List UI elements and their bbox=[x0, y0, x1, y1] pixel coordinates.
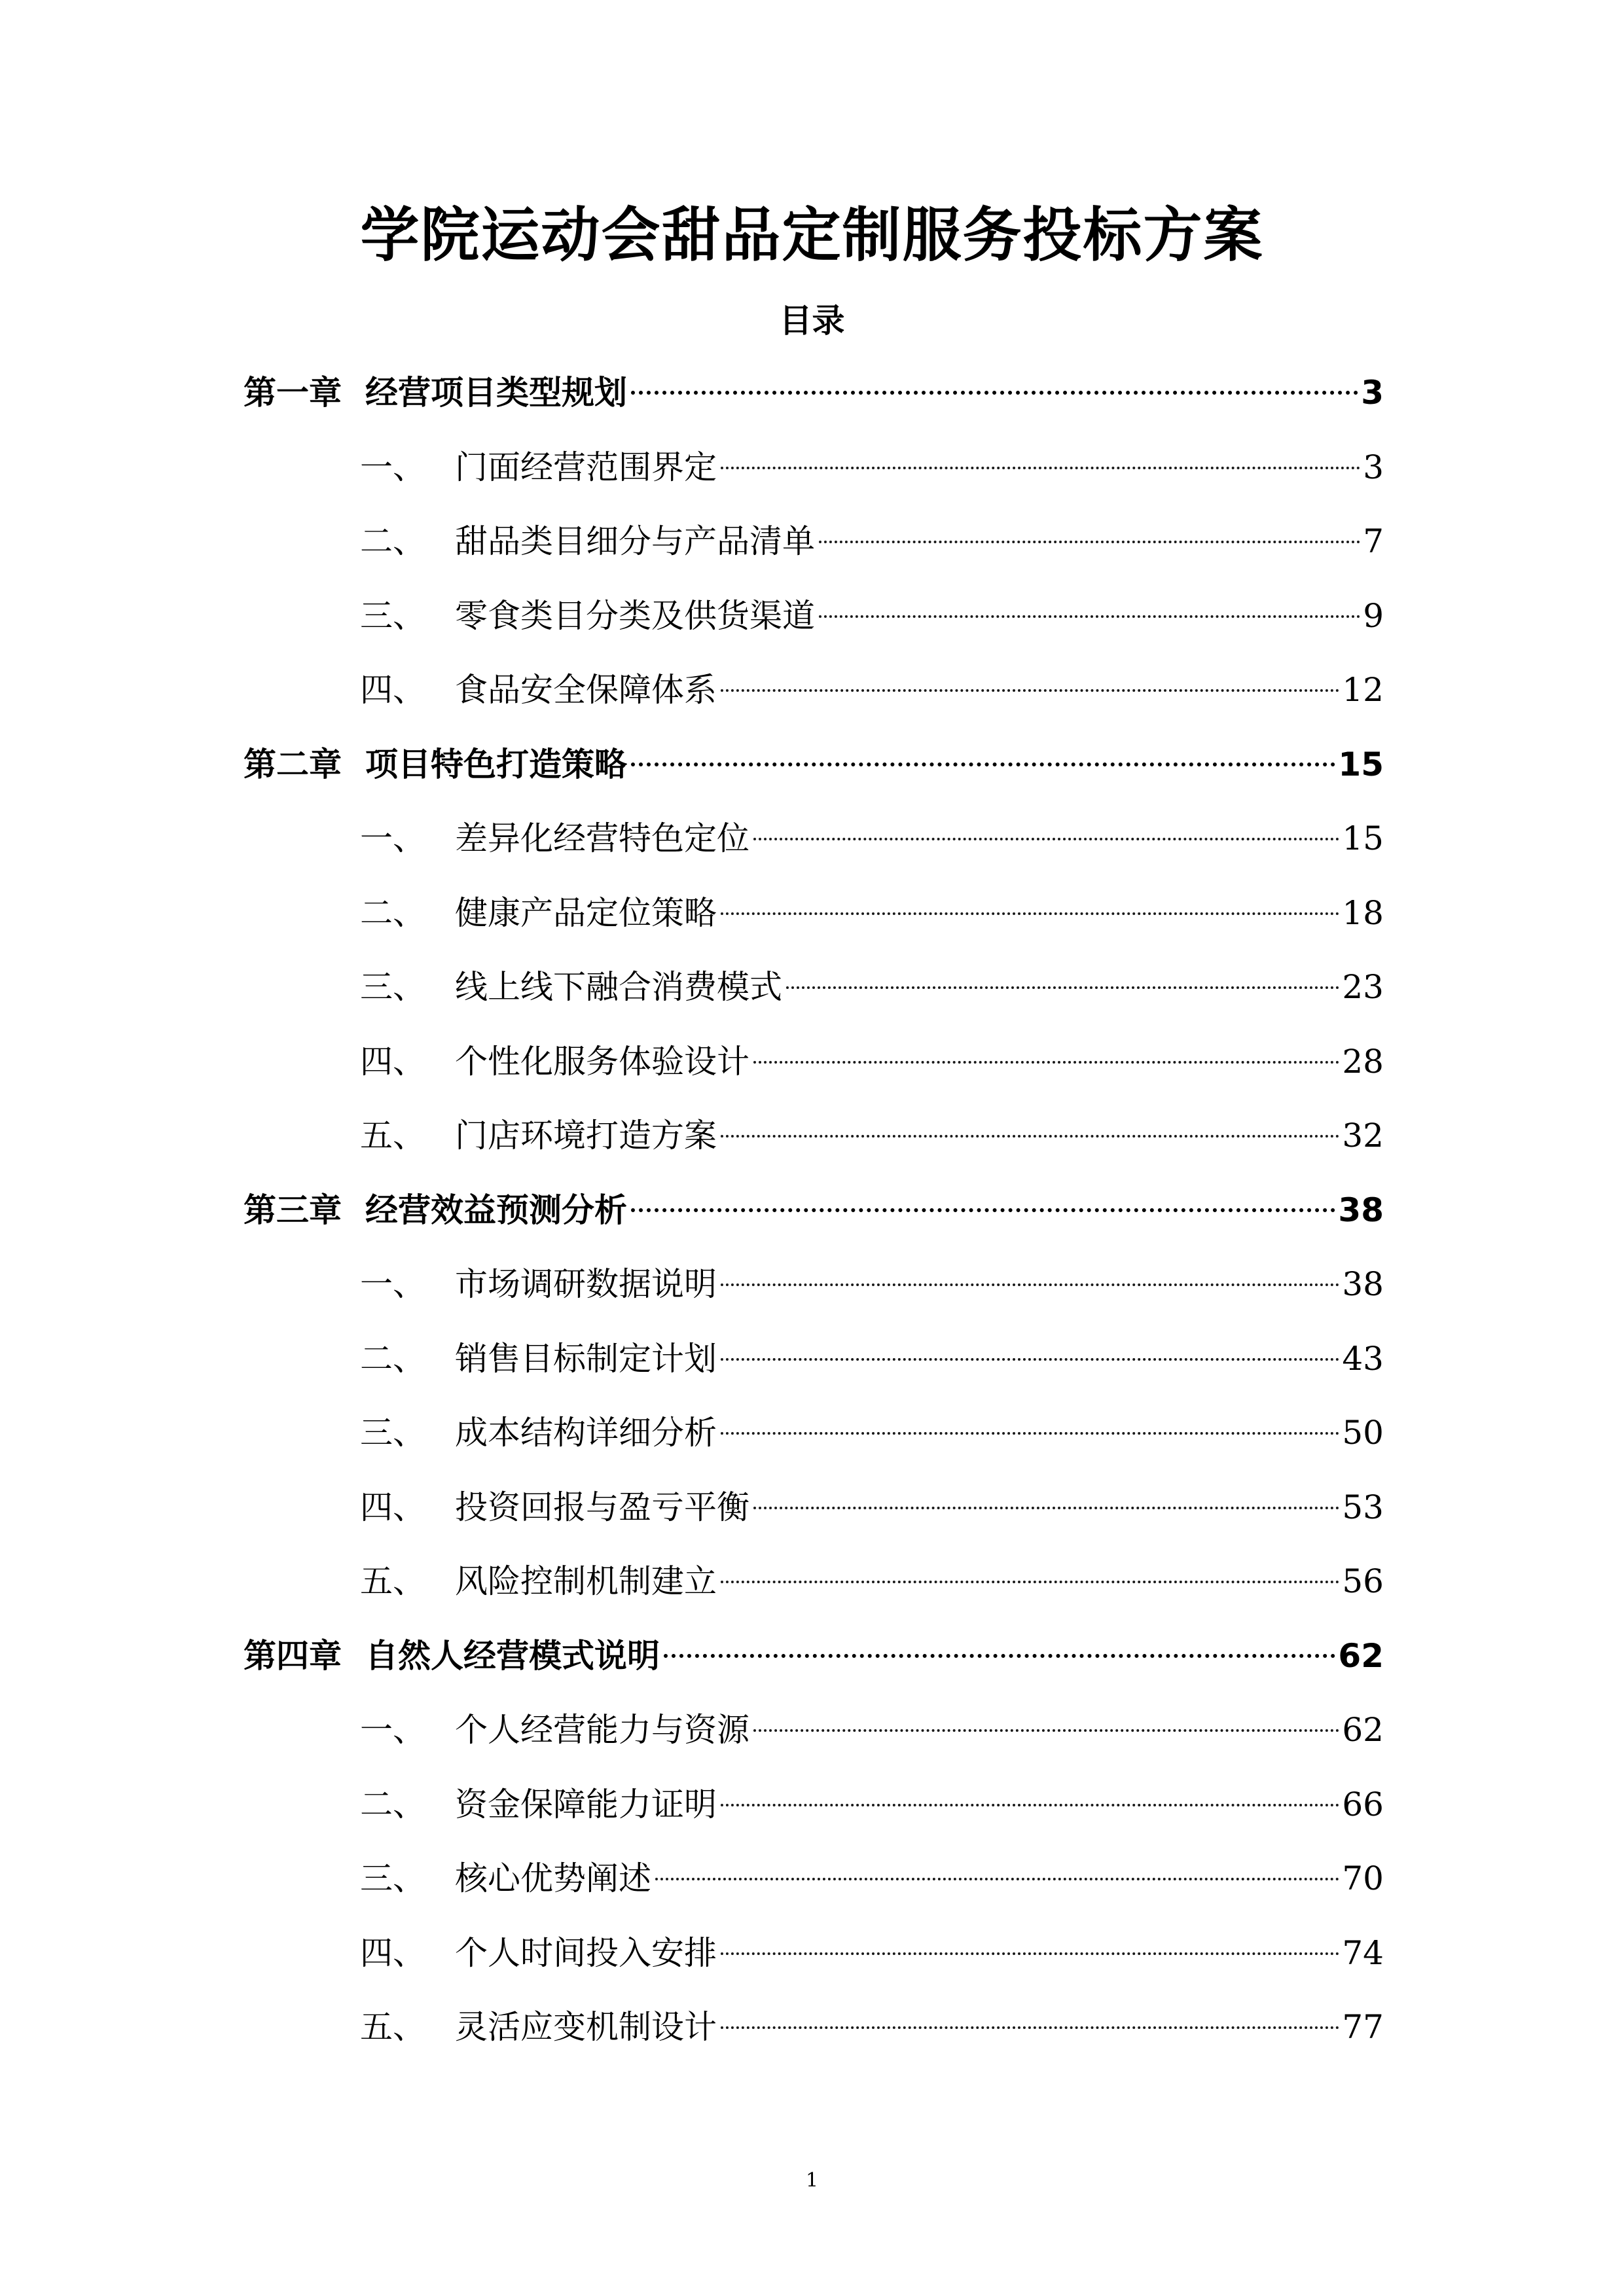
toc-entry-number: 四、 bbox=[360, 1042, 425, 1081]
toc-entry-page: 43 bbox=[1342, 1339, 1384, 1378]
dot-leader bbox=[819, 615, 1360, 618]
dot-leader bbox=[786, 986, 1339, 989]
toc-entry-page: 38 bbox=[1338, 1191, 1384, 1229]
toc-entry-page: 70 bbox=[1342, 1859, 1384, 1897]
toc-entry-page: 32 bbox=[1342, 1117, 1384, 1155]
toc-section-3-3[interactable] bbox=[244, 1407, 1384, 1481]
toc-entry-page: 3 bbox=[1363, 448, 1384, 486]
toc-entry-label: 市场调研数据说明 bbox=[455, 1265, 717, 1303]
toc-entry-label: 个人经营能力与资源 bbox=[455, 1711, 749, 1749]
toc-entry-page: 15 bbox=[1338, 745, 1384, 783]
toc-entry-label: 零食类目分类及供货渠道 bbox=[455, 596, 815, 635]
toc-entry-page: 38 bbox=[1342, 1265, 1384, 1303]
toc-entry-label: 个性化服务体验设计 bbox=[455, 1042, 749, 1081]
toc-entry-page: 9 bbox=[1363, 596, 1384, 635]
toc-entry-number: 五、 bbox=[360, 1117, 425, 1155]
toc-entry-number: 一、 bbox=[360, 819, 425, 857]
toc-section-4-5[interactable] bbox=[244, 2001, 1384, 2075]
dot-leader bbox=[721, 1432, 1339, 1435]
toc-heading: 目录 bbox=[779, 302, 845, 340]
dot-leader bbox=[721, 1358, 1339, 1361]
toc-entry-label: 资金保障能力证明 bbox=[455, 1785, 717, 1823]
toc-entry-number: 第二章 bbox=[244, 745, 342, 783]
dot-leader bbox=[721, 1952, 1339, 1955]
toc-entry-label: 食品安全保障体系 bbox=[455, 671, 717, 709]
dot-leader bbox=[721, 467, 1360, 469]
toc-entry-page: 62 bbox=[1338, 1636, 1384, 1675]
dot-leader bbox=[721, 689, 1339, 692]
dot-leader bbox=[721, 1135, 1339, 1138]
toc-entry-label: 核心优势阐述 bbox=[455, 1859, 651, 1897]
toc-section-2-1[interactable] bbox=[244, 812, 1384, 887]
toc-entry-page: 15 bbox=[1342, 819, 1384, 857]
toc-entry-page: 66 bbox=[1342, 1785, 1384, 1823]
toc-entry-label: 甜品类目细分与产品清单 bbox=[455, 522, 815, 560]
toc-entry-label: 经营效益预测分析 bbox=[365, 1191, 627, 1229]
toc-section-4-4[interactable] bbox=[244, 1927, 1384, 2001]
toc-entry-number: 二、 bbox=[360, 522, 425, 560]
dot-leader bbox=[753, 1729, 1339, 1732]
dot-leader bbox=[631, 391, 1358, 395]
toc-entry-number: 三、 bbox=[360, 1859, 425, 1897]
toc-chapter-4[interactable] bbox=[244, 1630, 1384, 1704]
toc-entry-number: 第三章 bbox=[244, 1191, 342, 1229]
toc-entry-number: 三、 bbox=[360, 968, 425, 1006]
toc-entry-label: 个人时间投入安排 bbox=[455, 1933, 717, 1972]
toc-entry-label: 投资回报与盈亏平衡 bbox=[455, 1488, 749, 1526]
toc-section-2-5[interactable] bbox=[244, 1109, 1384, 1184]
toc-entry-number: 第一章 bbox=[244, 374, 342, 412]
toc-entry-label: 差异化经营特色定位 bbox=[455, 819, 749, 857]
toc-entry-label: 门面经营范围界定 bbox=[455, 448, 717, 486]
toc-section-3-1[interactable] bbox=[244, 1258, 1384, 1333]
toc-entry-number: 一、 bbox=[360, 448, 425, 486]
toc-entry-label: 灵活应变机制设计 bbox=[455, 2008, 717, 2046]
toc-section-3-2[interactable] bbox=[244, 1333, 1384, 1407]
toc-section-2-2[interactable] bbox=[244, 887, 1384, 961]
toc-section-2-4[interactable] bbox=[244, 1035, 1384, 1110]
dot-leader bbox=[655, 1878, 1339, 1880]
dot-leader bbox=[721, 1581, 1339, 1583]
toc-entry-page: 74 bbox=[1342, 1933, 1384, 1972]
toc-entry-number: 二、 bbox=[360, 1339, 425, 1378]
toc-entry-number: 一、 bbox=[360, 1265, 425, 1303]
toc-entry-page: 50 bbox=[1342, 1414, 1384, 1452]
table-of-contents bbox=[244, 367, 1384, 2075]
toc-section-1-1[interactable] bbox=[244, 441, 1384, 516]
document-title: 学院运动会甜品定制服务投标方案 bbox=[360, 201, 1264, 270]
toc-entry-page: 23 bbox=[1342, 968, 1384, 1006]
toc-entry-number: 五、 bbox=[360, 1562, 425, 1600]
dot-leader bbox=[631, 1208, 1335, 1212]
toc-entry-label: 门店环境打造方案 bbox=[455, 1117, 717, 1155]
toc-chapter-3[interactable] bbox=[244, 1184, 1384, 1259]
toc-entry-label: 项目特色打造策略 bbox=[365, 745, 627, 783]
dot-leader bbox=[631, 762, 1335, 766]
toc-entry-label: 成本结构详细分析 bbox=[455, 1414, 717, 1452]
toc-entry-label: 风险控制机制建立 bbox=[455, 1562, 717, 1600]
toc-entry-page: 3 bbox=[1361, 374, 1384, 412]
toc-entry-number: 四、 bbox=[360, 1933, 425, 1972]
toc-entry-page: 62 bbox=[1342, 1711, 1384, 1749]
toc-section-3-5[interactable] bbox=[244, 1555, 1384, 1630]
dot-leader bbox=[721, 912, 1339, 915]
toc-entry-page: 77 bbox=[1342, 2008, 1384, 2046]
dot-leader bbox=[721, 1283, 1339, 1286]
toc-entry-page: 18 bbox=[1342, 893, 1384, 932]
dot-leader bbox=[753, 1507, 1339, 1509]
toc-entry-page: 28 bbox=[1342, 1042, 1384, 1081]
toc-section-4-3[interactable] bbox=[244, 1852, 1384, 1927]
toc-entry-label: 线上线下融合消费模式 bbox=[455, 968, 782, 1006]
toc-section-1-2[interactable] bbox=[244, 515, 1384, 590]
toc-entry-number: 二、 bbox=[360, 1785, 425, 1823]
dot-leader bbox=[753, 838, 1339, 840]
toc-entry-number: 一、 bbox=[360, 1711, 425, 1749]
toc-entry-number: 五、 bbox=[360, 2008, 425, 2046]
toc-entry-number: 三、 bbox=[360, 1414, 425, 1452]
toc-entry-number: 四、 bbox=[360, 1488, 425, 1526]
toc-entry-number: 第四章 bbox=[244, 1636, 342, 1675]
toc-entry-number: 三、 bbox=[360, 596, 425, 635]
dot-leader bbox=[753, 1061, 1339, 1064]
dot-leader bbox=[721, 2026, 1339, 2029]
toc-section-1-3[interactable] bbox=[244, 590, 1384, 664]
toc-entry-number: 二、 bbox=[360, 893, 425, 932]
toc-entry-label: 自然人经营模式说明 bbox=[365, 1636, 660, 1675]
dot-leader bbox=[721, 1804, 1339, 1806]
toc-chapter-2[interactable] bbox=[244, 738, 1384, 813]
toc-section-2-3[interactable] bbox=[244, 961, 1384, 1035]
toc-entry-label: 健康产品定位策略 bbox=[455, 893, 717, 932]
toc-entry-label: 销售目标制定计划 bbox=[455, 1339, 717, 1378]
dot-leader bbox=[664, 1654, 1335, 1658]
toc-section-1-4[interactable] bbox=[244, 664, 1384, 738]
toc-entry-number: 四、 bbox=[360, 671, 425, 709]
page-number: 1 bbox=[805, 2169, 819, 2192]
toc-entry-label: 经营项目类型规划 bbox=[365, 374, 627, 412]
toc-entry-page: 53 bbox=[1342, 1488, 1384, 1526]
toc-entry-page: 12 bbox=[1342, 671, 1384, 709]
dot-leader bbox=[819, 541, 1360, 543]
toc-entry-page: 56 bbox=[1342, 1562, 1384, 1600]
toc-chapter-1[interactable] bbox=[244, 367, 1384, 441]
toc-section-3-4[interactable] bbox=[244, 1481, 1384, 1556]
toc-section-4-1[interactable] bbox=[244, 1704, 1384, 1778]
toc-section-4-2[interactable] bbox=[244, 1778, 1384, 1853]
toc-entry-page: 7 bbox=[1363, 522, 1384, 560]
